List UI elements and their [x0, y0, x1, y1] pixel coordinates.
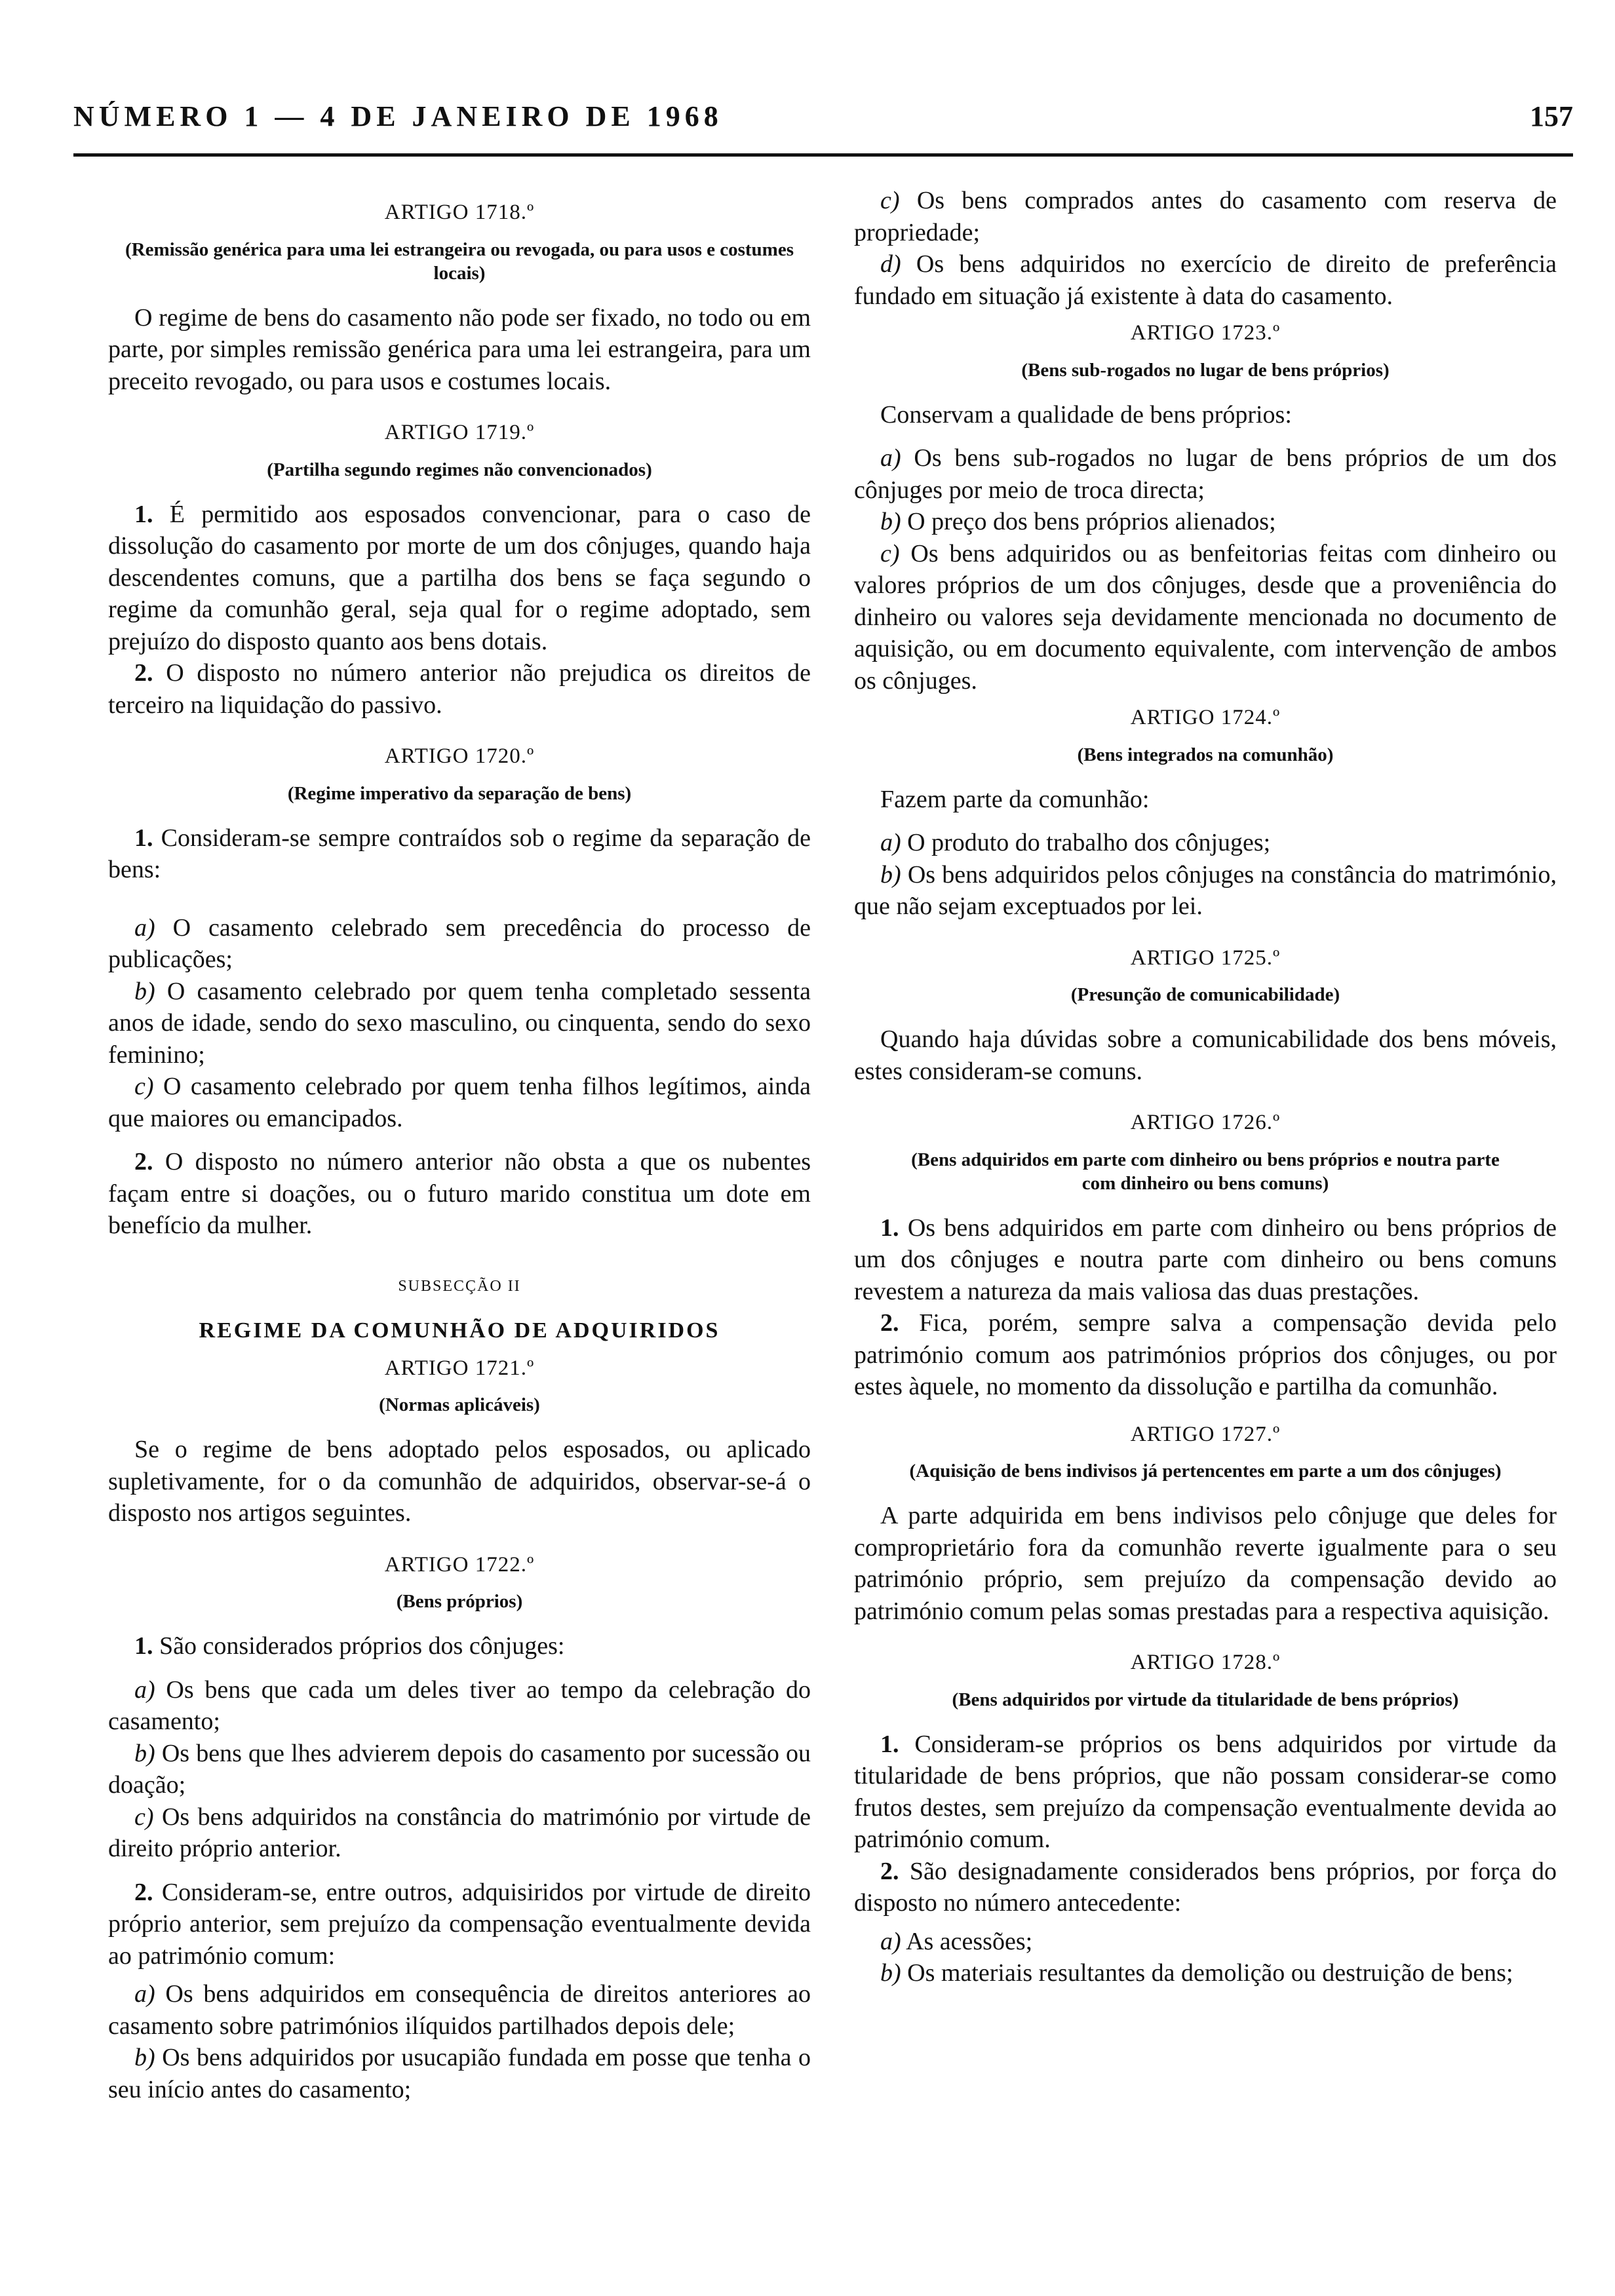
article-intro: Fazem parte da comunhão: [880, 785, 1150, 813]
lettered-item [108, 2042, 811, 2105]
spacer [108, 886, 811, 912]
article-1722 [108, 1549, 811, 2106]
article-1720 [108, 740, 811, 1242]
item-text: Os bens adquiridos na constância do matrimónio por virtude de direito próprio anterior. [108, 1803, 811, 1862]
paragraph-number: 2. [880, 1309, 899, 1337]
article-1727 [854, 1419, 1557, 1628]
item-letter: b) [134, 977, 155, 1005]
lettered-item [854, 827, 1557, 859]
item-text: Os materiais resultantes da demolição ou destruição de bens; [907, 1959, 1513, 1987]
article-body: O regime de bens do casamento não pode ser fixado, no todo ou em parte, por simples remissão genérica para uma lei estrangeira, para um preceito revogado, ou para usos e costumes locais. [108, 303, 811, 395]
item-text: Os bens comprados antes do casamento com reserva de propriedade; [854, 187, 1557, 246]
lettered-item [854, 185, 1557, 248]
header-rule [73, 153, 1573, 157]
paragraph-text: Consideram-se sempre contraídos sob o regime da separação de bens: [108, 824, 811, 883]
article-1723 [854, 317, 1557, 697]
article-heading: ARTIGO 1722.º [384, 1552, 535, 1577]
paragraph-number: 1. [134, 1632, 153, 1660]
lettered-item [108, 1674, 811, 1738]
item-letter: c) [880, 539, 900, 567]
subsection-ii [108, 1271, 811, 1347]
paragraph-text: Consideram-se, entre outros, adquisiridos por virtude de direito próprio anterior, sem prejuízo da compensação eventualmente devida ao património comum: [108, 1878, 811, 1970]
article-heading: ARTIGO 1725.º [1130, 946, 1281, 970]
article-1721 [108, 1352, 811, 1529]
paragraph-number: 1. [880, 1214, 899, 1242]
article-1718 [108, 197, 811, 397]
lettered-item [854, 1957, 1557, 1989]
article-rubric: (Partilha segundo regimes não convencionados) [267, 459, 652, 480]
item-letter: a) [880, 829, 901, 856]
item-letter: b) [134, 1739, 155, 1767]
journal-issue-title: NÚMERO 1 — 4 DE JANEIRO DE 1968 [73, 100, 723, 132]
numbered-paragraph [854, 1856, 1557, 1919]
numbered-paragraph [108, 822, 811, 886]
item-letter: a) [880, 444, 901, 472]
numbered-paragraph [108, 1146, 811, 1242]
article-1722-continued [854, 185, 1557, 312]
item-text: O produto do trabalho dos cônjuges; [907, 829, 1271, 856]
paragraph-text: Os bens adquiridos em parte com dinheiro ou bens próprios de um dos cônjuges e noutra parte com dinheiro ou bens comuns revestem a natureza da mais valiosa das duas prestações. [854, 1214, 1557, 1305]
lettered-item [854, 442, 1557, 506]
item-text: Os bens adquiridos por usucapião fundada em posse que tenha o seu início antes do casamento; [108, 2044, 811, 2103]
article-heading: ARTIGO 1718.º [384, 201, 535, 224]
item-text: Os bens adquiridos pelos cônjuges na constância do matrimónio, que não sejam exceptuados por lei. [854, 860, 1557, 920]
item-letter: a) [880, 1927, 901, 1955]
numbered-paragraph [854, 1212, 1557, 1308]
lettered-item [854, 248, 1557, 312]
spacer [854, 815, 1557, 827]
numbered-paragraph [108, 1877, 811, 1972]
numbered-paragraph [108, 499, 811, 658]
right-column [854, 185, 1557, 1989]
lettered-item [854, 1926, 1557, 1958]
article-rubric: (Regime imperativo da separação de bens) [287, 782, 632, 804]
paragraph-text: Consideram-se próprios os bens adquiridos por virtude da titularidade de bens próprios, que não possam considerar-se como frutos destes, sem prejuízo da compensação eventualmente devida ao património comum. [854, 1730, 1557, 1853]
numbered-paragraph [854, 1307, 1557, 1403]
item-letter: c) [880, 187, 900, 214]
paragraph-text: Fica, porém, sempre salva a compensação devida pelo património comum aos patrimónios próprios dos cônjuges, ou por estes àquele, no momento da dissolução e partilha da comunhão. [854, 1309, 1557, 1400]
article-heading: ARTIGO 1724.º [1130, 706, 1281, 729]
article-1719 [108, 417, 811, 721]
item-text: Os bens adquiridos no exercício de direito de preferência fundado em situação já existente à data do casamento. [854, 250, 1557, 310]
item-text: Os bens sub-rogados no lugar de bens próprios de um dos cônjuges por meio de troca directa; [854, 444, 1557, 504]
left-column [108, 185, 811, 2105]
article-rubric: (Bens integrados na comunhão) [1077, 744, 1334, 765]
article-body: Quando haja dúvidas sobre a comunicabilidade dos bens móveis, estes consideram-se comuns. [854, 1025, 1557, 1085]
article-rubric: (Normas aplicáveis) [379, 1394, 540, 1415]
article-1725 [854, 942, 1557, 1088]
article-heading: ARTIGO 1723.º [1130, 321, 1281, 345]
article-rubric: (Bens sub-rogados no lugar de bens próprios) [1021, 359, 1390, 381]
article-heading: ARTIGO 1721.º [384, 1356, 535, 1380]
article-heading: ARTIGO 1727.º [1130, 1422, 1281, 1446]
article-1726 [854, 1107, 1557, 1403]
item-letter: a) [134, 913, 155, 942]
lettered-item [108, 1071, 811, 1134]
item-letter: d) [880, 250, 901, 278]
item-text: Os bens que lhes advierem depois do casamento por sucessão ou doação; [108, 1739, 811, 1799]
lettered-item [108, 976, 811, 1071]
paragraph-text: O disposto no número anterior não obsta a que os nubentes façam entre si doações, ou o futuro marido constitua um dote em benefício da mulher. [108, 1148, 811, 1239]
numbered-paragraph [108, 1630, 811, 1662]
item-letter: b) [880, 1959, 901, 1987]
subsection-label: SUBSECÇÃO II [398, 1277, 521, 1295]
article-heading: ARTIGO 1726.º [1130, 1111, 1281, 1134]
lettered-item [108, 1738, 811, 1801]
article-1724 [854, 702, 1557, 923]
item-letter: a) [134, 1675, 155, 1704]
article-1728 [854, 1647, 1557, 1989]
item-letter: c) [134, 1803, 154, 1831]
lettered-item [108, 1801, 811, 1865]
article-body: Se o regime de bens adoptado pelos esposados, ou aplicado supletivamente, for o da comunhão de adquiridos, observar-se-á o disposto nos artigos seguintes. [108, 1436, 811, 1527]
article-rubric: (Bens adquiridos por virtude da titularidade de bens próprios) [952, 1689, 1459, 1710]
paragraph-number: 2. [134, 659, 153, 687]
paragraph-number: 1. [134, 824, 153, 852]
article-rubric: (Aquisição de bens indivisos já pertencentes em parte a um dos cônjuges) [909, 1461, 1502, 1482]
subsection-title: REGIME DA COMUNHÃO DE ADQUIRIDOS [199, 1318, 720, 1343]
item-letter: b) [134, 2044, 155, 2071]
spacer [108, 1662, 811, 1674]
page-number: 157 [1530, 100, 1573, 132]
spacer [108, 1865, 811, 1877]
item-letter: c) [134, 1073, 154, 1100]
spacer [854, 430, 1557, 442]
item-letter: b) [880, 860, 901, 889]
paragraph-number: 1. [880, 1730, 899, 1758]
lettered-item [108, 1978, 811, 2042]
paragraph-number: 2. [134, 1878, 153, 1906]
item-letter: a) [134, 1980, 155, 2008]
article-heading: ARTIGO 1719.º [384, 421, 535, 444]
spacer [108, 1134, 811, 1146]
paragraph-text: É permitido aos esposados convencionar, para o caso de dissolução do casamento por morte de um dos cônjuges, quando haja descendentes comuns, que a partilha dos bens se faça segundo o regime da comunhão geral, seja qual for o regime adoptado, sem prejuízo do disposto quanto aos bens dotais. [108, 500, 811, 655]
paragraph-text: São designadamente considerados bens próprios, por força do disposto no número antecedente: [854, 1857, 1557, 1917]
article-intro: Conservam a qualidade de bens próprios: [880, 400, 1292, 429]
article-body: A parte adquirida em bens indivisos pelo cônjuge que deles for comproprietário fora da comunhão reverte igualmente para o seu património próprio, sem prejuízo da compensação devido ao património comum pelas somas prestadas para a respectiva aquisição. [854, 1502, 1557, 1625]
paragraph-number: 2. [134, 1148, 153, 1176]
paragraph-number: 1. [134, 500, 153, 528]
article-rubric: (Bens próprios) [396, 1591, 523, 1612]
numbered-paragraph [854, 1729, 1557, 1856]
paragraph-text: O disposto no número anterior não prejudica os direitos de terceiro na liquidação do passivo. [108, 659, 811, 719]
lettered-item [854, 506, 1557, 538]
item-text: Os bens que cada um deles tiver ao tempo da celebração do casamento; [108, 1675, 811, 1735]
item-text: Os bens adquiridos ou as benfeitorias feitas com dinheiro ou valores próprios de um dos cônjuges, desde que a proveniência do dinheiro ou valores seja devidamente mencionada no documento de aquisição, ou em documento equivalente, com intervenção de ambos os cônjuges. [854, 539, 1557, 695]
article-rubric: (Presunção de comunicabilidade) [1070, 984, 1340, 1005]
paragraph-text: São considerados próprios dos cônjuges: [159, 1632, 565, 1660]
item-text: O casamento celebrado sem precedência do processo de publicações; [108, 913, 811, 973]
article-heading: ARTIGO 1720.º [384, 744, 535, 768]
spacer [108, 1972, 811, 1978]
article-rubric: (Remissão genérica para uma lei estrangeira ou revogada, ou para usos e costumes locais) [125, 239, 794, 284]
item-letter: b) [880, 508, 901, 535]
item-text: O preço dos bens próprios alienados; [907, 508, 1276, 535]
item-text: O casamento celebrado por quem tenha completado sessenta anos de idade, sendo do sexo masculino, ou cinquenta, sendo do sexo feminino; [108, 977, 811, 1069]
article-rubric: (Bens adquiridos em parte com dinheiro ou bens próprios e noutra parte com dinheiro ou bens comuns) [911, 1149, 1500, 1194]
item-text: As acessões; [906, 1927, 1033, 1955]
lettered-item [854, 538, 1557, 697]
item-text: Os bens adquiridos em consequência de direitos anteriores ao casamento sobre patrimónios ilíquidos partilhados depois dele; [108, 1980, 811, 2040]
item-text: O casamento celebrado por quem tenha filhos legítimos, ainda que maiores ou emancipados. [108, 1073, 811, 1132]
article-heading: ARTIGO 1728.º [1130, 1651, 1281, 1674]
lettered-item [854, 859, 1557, 923]
spacer [854, 1919, 1557, 1926]
page-header [73, 100, 1573, 139]
lettered-item [108, 912, 811, 976]
paragraph-number: 2. [880, 1857, 899, 1885]
numbered-paragraph [108, 657, 811, 721]
